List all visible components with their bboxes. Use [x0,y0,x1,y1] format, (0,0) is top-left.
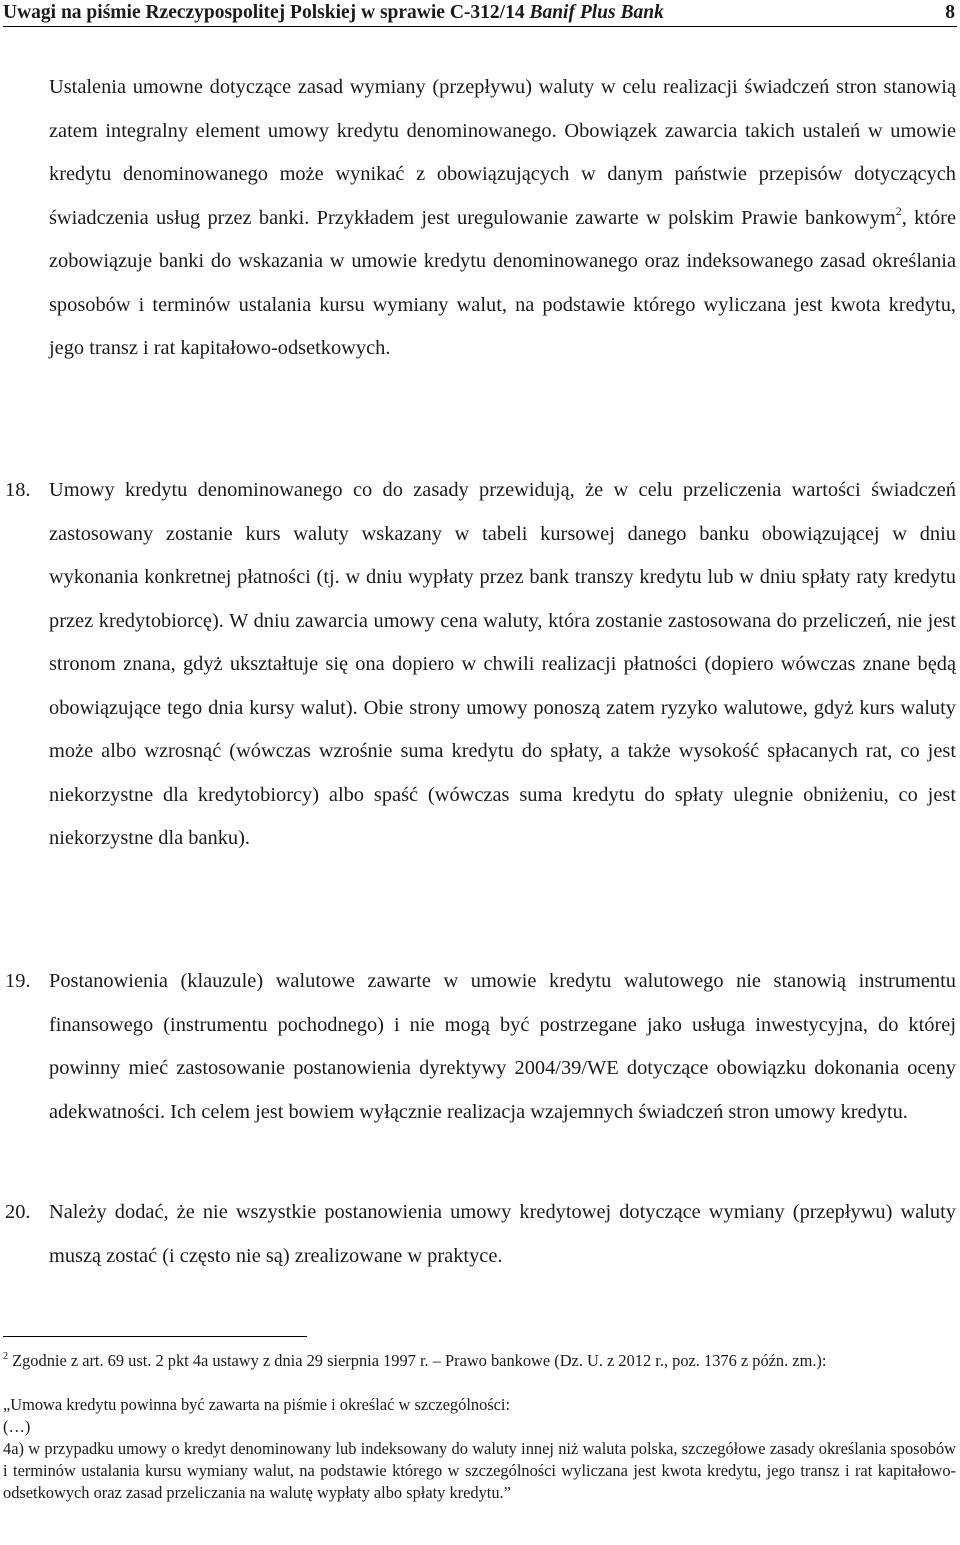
header-case-party: Banif Plus Bank [529,2,664,23]
footnote-ellipsis: (…) [3,1417,31,1436]
paragraph-number-18: 18. [5,479,31,501]
running-header [3,0,957,27]
footnote-quote-intro: „Umowa kredytu powinna być zawarta na piśmie i określać w szczególności: [3,1395,511,1414]
footnote-reference[interactable]: 2 [895,203,902,218]
page-number: 8 [945,2,955,23]
paragraph-18: Umowy kredytu denominowanego co do zasady przewidują, że w celu przeliczenia wartości świadczeń zastosowany zostanie kurs waluty wskazany w tabeli kursowej danego banku obowiązującej w dniu wykonania konkretnej płatności (tj. w dniu wypłaty przez bank transzy kredytu lub w dniu spłaty raty kredytu przez kredytobiorcę). W dniu zawarcia umowy cena waluty, która zostanie zastosowana do przeliczeń, nie jest stronom znana, gdyż ukształtuje się ona dopiero w chwili realizacji płatności (dopiero wówczas znane będą obowiązujące tego dnia kursy walut). Obie strony umowy ponoszą zatem ryzyko walutowe, gdyż kurs waluty może albo wzrosnąć (wówczas wzrośnie suma kredytu do spłaty, a także wysokość spłacanych rat, co jest niekorzystne dla kredytobiorcy) albo spaść (wówczas suma kredytu do spłaty ulegnie obniżeniu, co jest niekorzystne dla banku). [49,479,956,849]
intro-paragraph [49,66,956,371]
footnote-separator [3,1336,307,1337]
intro-text-after-ref: , które zobowiązuje banki do wskazania w umowie kredytu denominowanego oraz indeksowanego zasad określania sposobów i terminów ustalania kursu wymiany walut, na podstawie którego wyliczana jest kwota kredytu, jego transz i rat kapitałowo-odsetkowych. [49,206,957,359]
paragraph-20: Należy dodać, że nie wszystkie postanowienia umowy kredytowej dotyczące wymiany (przepływu) waluty muszą zostać (i często nie są) zrealizowane w praktyce. [49,1201,956,1267]
paragraph-number-20: 20. [5,1201,31,1223]
header-title [3,0,664,26]
footnote-marker: 2 [3,1351,8,1362]
footnote-item-4a: 4a) w przypadku umowy o kredyt denominowany lub indeksowany do waluty innej niż waluta polska, szczegółowe zasady określania sposobów i terminów ustalania kursu wymiany walut, na podstawie którego w szczególności wyliczana jest kwota kredytu, jego transz i rat kapitałowo-odsetkowych oraz zasad przeliczania na walutę wypłaty albo spłaty kredytu.” [3,1439,956,1502]
footnote-citation-text: Zgodnie z art. 69 ust. 2 pkt 4a ustawy z dnia 29 sierpnia 1997 r. – Prawo bankowe (Dz. U. z 2012 r., poz. 1376 z późn. zm.): [8,1351,827,1370]
paragraph-number-19: 19. [5,970,31,992]
header-title-text: Uwagi na piśmie Rzeczypospolitej Polskiej w sprawie C-312/14 [3,2,530,23]
footnote-citation [3,1350,956,1372]
intro-text-before-ref: Ustalenia umowne dotyczące zasad wymiany (przepływu) waluty w celu realizacji świadczeń stron stanowią zatem integralny element umowy kredytu denominowanego. Obowiązek zawarcia takich ustaleń w umowie kredytu denominowanego może wynikać z obowiązujących w danym państwie przepisów dotyczących świadczenia usług przez banki. Przykładem jest uregulowanie zawarte w polskim Prawie bankowym [49,76,956,229]
paragraph-19: Postanowienia (klauzule) walutowe zawarte w umowie kredytu walutowego nie stanowią instrumentu finansowego (instrumentu pochodnego) i nie mogą być postrzegane jako usługa inwestycyjna, do której powinny mieć zastosowanie postanowienia dyrektywy 2004/39/WE dotyczące obowiązku dokonania oceny adekwatności. Ich celem jest bowiem wyłącznie realizacja wzajemnych świadczeń stron umowy kredytu. [49,970,956,1123]
